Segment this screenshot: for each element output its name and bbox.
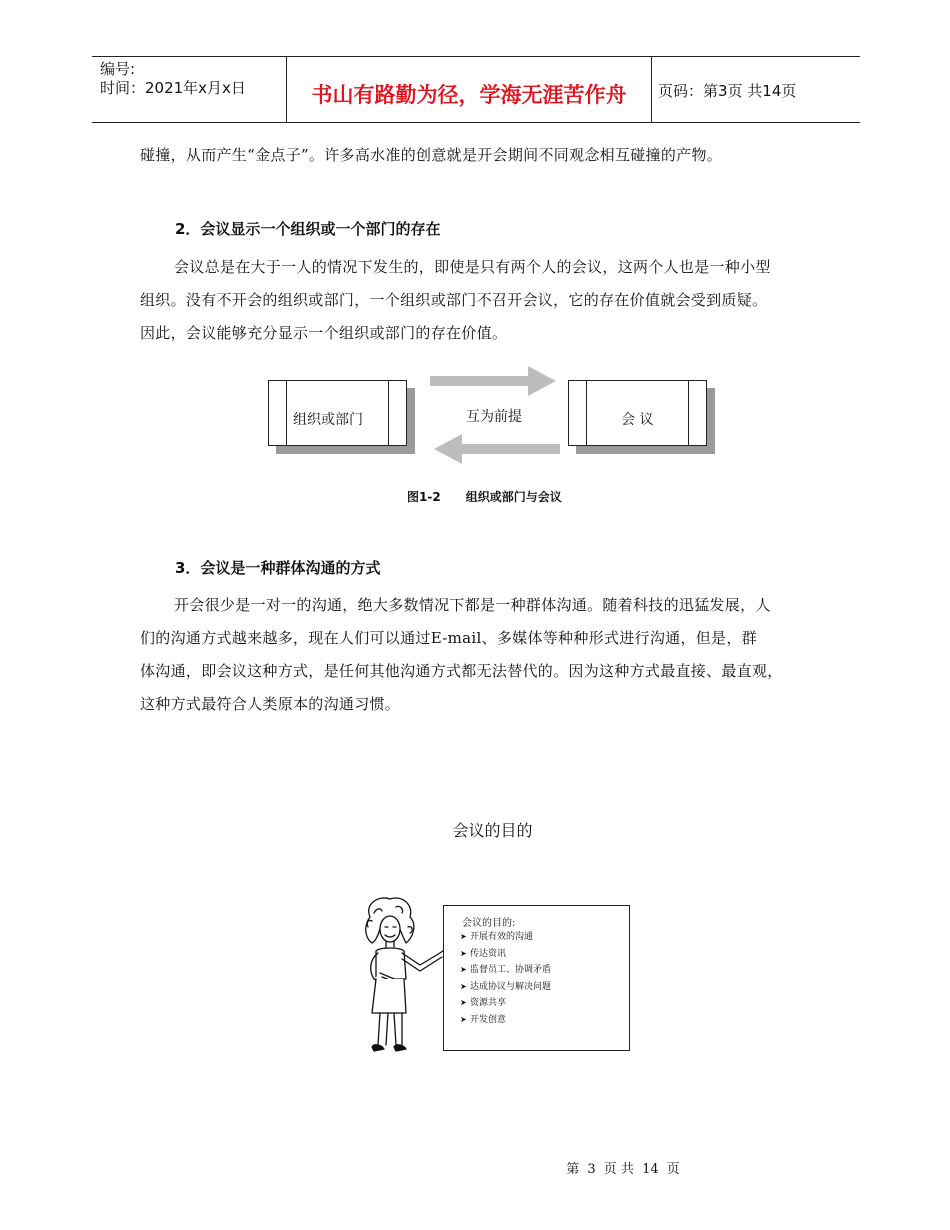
presenter-woman-illustration <box>340 895 450 1065</box>
meeting-purpose-title: 会议的目的 <box>452 821 533 840</box>
footer-mid: 页 共 <box>603 1162 634 1177</box>
left-arrow <box>434 434 560 464</box>
right-arrow <box>430 366 556 396</box>
slide-purpose-list <box>460 929 551 1028</box>
arrow-bullet-icon: ➤ <box>460 948 467 958</box>
page-footer <box>0 1158 950 1177</box>
header-bottom-rule <box>92 122 860 123</box>
section-2-heading: 2．会议显示一个组织或一个部门的存在 <box>175 220 441 238</box>
section-3-heading: 3．会议是一种群体沟通的方式 <box>175 559 381 577</box>
section-2-line: 因此，会议能够充分显示一个组织或部门的存在价值。 <box>140 324 508 342</box>
footer-page-number: 3 <box>587 1162 596 1177</box>
arrow-bullet-icon: ➤ <box>460 965 467 974</box>
slide-title: 会议的目的: <box>462 918 516 929</box>
figure-caption: 图1-2 组织或部门与会议 <box>407 490 562 504</box>
list-item: ➤ 资源共享 <box>460 995 551 1012</box>
arrow-bullet-icon: ➤ <box>460 998 467 1007</box>
section-2-paragraph <box>140 251 820 350</box>
list-item: ➤ 开发创意 <box>460 1012 551 1029</box>
section-3-line: 这种方式最符合人类原本的沟通习惯。 <box>140 695 401 713</box>
header-meta <box>100 60 246 98</box>
section-3-paragraph <box>140 589 820 721</box>
header-page-info: 页码：第3页 共14页 <box>658 82 797 100</box>
footer-prefix: 第 <box>566 1162 580 1177</box>
arrow-bullet-icon: ➤ <box>460 981 467 991</box>
document-number-label: 编号: <box>100 60 136 78</box>
header-divider-left <box>286 56 287 123</box>
list-item: ➤ 传达资讯 <box>460 946 551 963</box>
arrow-bullet-icon: ➤ <box>460 932 467 941</box>
footer-total-pages: 14 <box>642 1162 659 1177</box>
meeting-purpose-slide <box>443 905 630 1051</box>
section-3-line: 们的沟通方式越来越多，现在人们可以通过E-mail、多媒体等种种形式进行沟通，但是，群 <box>140 629 757 647</box>
org-department-box <box>268 380 407 446</box>
list-item: ➤ 监督员工、协调矛盾 <box>460 962 551 979</box>
mutual-premise-label: 互为前提 <box>466 409 522 425</box>
arrow-bullet-icon: ➤ <box>460 1014 467 1024</box>
list-item: ➤ 开展有效的沟通 <box>460 929 551 946</box>
header-motto: 书山有路勤为径，学海无涯苦作舟 <box>311 83 627 107</box>
list-item: ➤ 达成协议与解决问题 <box>460 979 551 996</box>
document-time-label: 时间：2021年x月x日 <box>100 79 246 97</box>
footer-suffix: 页 <box>666 1162 680 1177</box>
meeting-label: 会 议 <box>621 412 654 428</box>
meeting-box <box>568 380 707 446</box>
section-3-line: 体沟通，即会议这种方式，是任何其他沟通方式都无法替代的。因为这种方式最直接、最直观， <box>140 662 783 680</box>
continuation-paragraph: 碰撞，从而产生“金点子”。许多高水准的创意就是开会期间不同观念相互碰撞的产物。 <box>140 146 723 164</box>
section-2-line: 会议总是在大于一人的情况下发生的，即使是只有两个人的会议，这两个人也是一种小型 <box>174 258 771 276</box>
org-department-label: 组织或部门 <box>293 412 363 428</box>
header-divider-right <box>651 56 652 123</box>
section-2-line: 组织。没有不开会的组织或部门，一个组织或部门不召开会议，它的存在价值就会受到质疑。 <box>140 291 768 309</box>
section-3-line: 开会很少是一对一的沟通，绝大多数情况下都是一种群体沟通。随着科技的迅猛发展，人 <box>174 596 771 614</box>
header-top-rule <box>92 56 860 57</box>
